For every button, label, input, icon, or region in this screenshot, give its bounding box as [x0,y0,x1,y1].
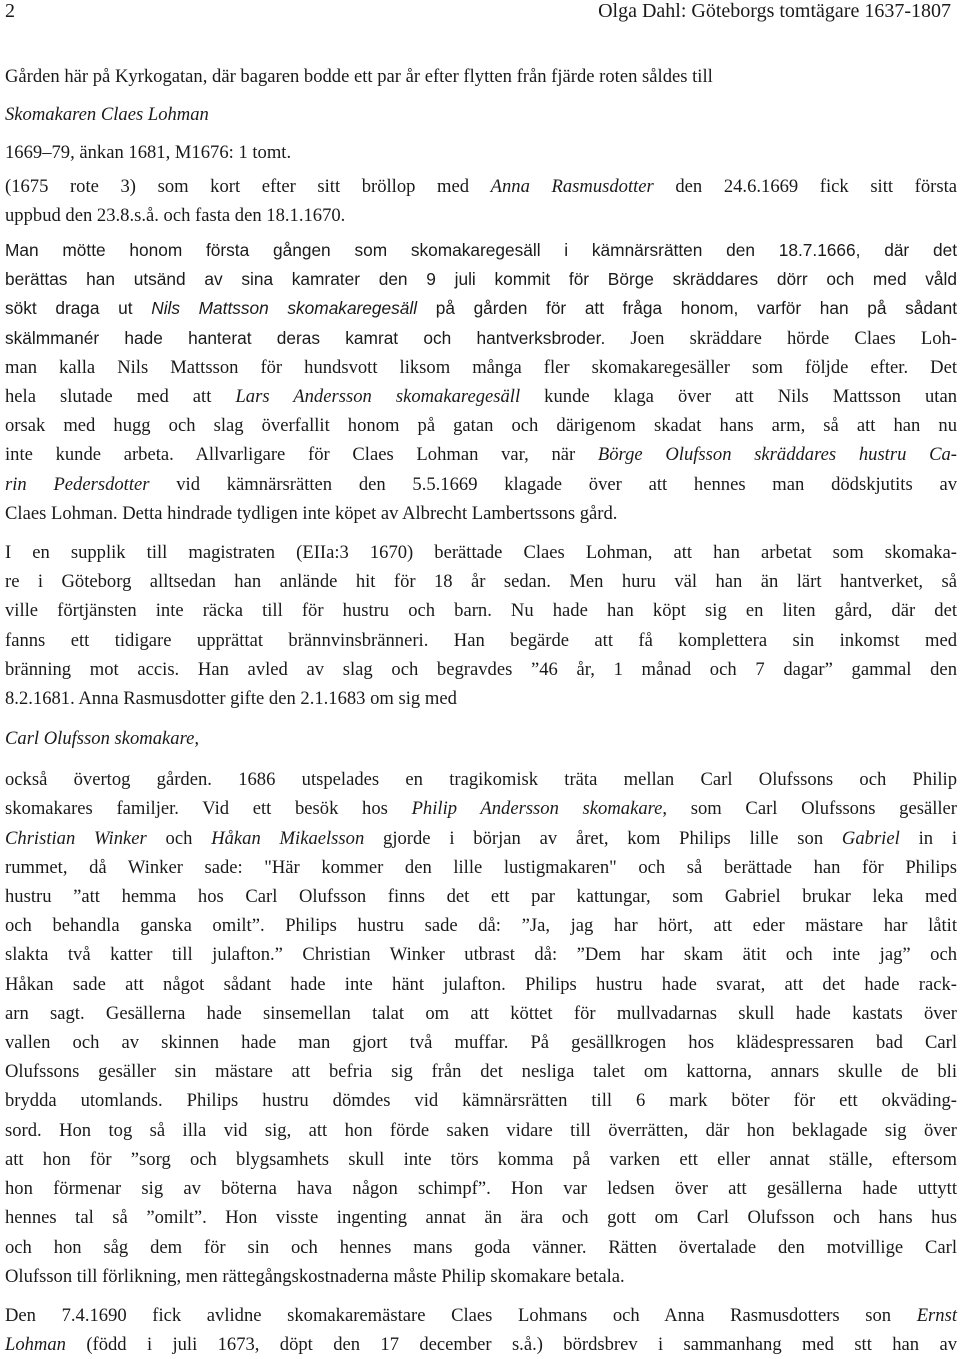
person-name: Philip Andersson skomakare [411,798,663,820]
text-line: fanns ett tidigare upprättat brännvinsbränneri. Han begärde att få komplettera sin inkomst med [5,629,957,651]
text-line: rummet, då Winker sade: "Här kommer den lille lustigmakaren" och så berättade han för Philips [5,856,957,878]
text-line: hustru ”att hemma hos Carl Olufsson finns det ett par kattungar, som Gabriel brukar leka med [5,886,957,908]
page-header [5,0,957,26]
text-run: den 24.6.1669 fick sitt första [653,176,957,197]
text-line [5,324,957,353]
text-run: sökt draga ut [5,298,152,319]
intro-line: Gården här på Kyrkogatan, där bagaren bodde ett par år efter flytten från fjärde roten såldes till [5,66,713,87]
text-line: I en supplik till magistraten (EIIa:3 1670) berättade Claes Lohman, att han arbetat som skomaka- [5,542,957,564]
text-line: re i Göteborg alltsedan han anlände hit för 18 år sedan. Men huru väl han än lärt hantverket, så [5,571,957,593]
new-owner-name: Carl Olufsson skomakare, [5,728,200,750]
intro-paragraph [5,58,957,230]
text-line [5,824,957,853]
text-run: inte kunde arbeta. Allvarligare för Claes Lohman var, när [5,444,598,466]
person-name: Christian Winker [5,827,147,849]
text-line: arn sagt. Gesällerna hade sinsemellan talat om att köttet för mullvadarnas skull hade kastats över [5,1002,957,1024]
person-name: Ernst [916,1304,957,1326]
document-page [5,0,957,1359]
text-run: Joen skräddare hörde Claes Loh- [605,327,957,349]
text-line: Håkan sade att något sådant hade inte hänt julafton. Philips hustru hade svarat, att det hade rack- [5,973,957,995]
paragraph-bordsbrev [5,1301,957,1359]
text-run: på gården för att fråga honom, varför han på sådant [417,298,957,319]
paragraph-kattungar [5,765,957,1291]
text-line [5,1330,957,1359]
text-run: och [146,827,212,849]
text-line: bränning mot accis. Han avled av slag och begravdes ”46 år, 1 månad och 7 dagar” gammal den [5,658,957,680]
text-run: skälmmanér hade hanterat deras kamrat och hantverksbroder. [5,327,606,348]
owner-name-text: Skomakaren Claes Lohman [5,104,209,125]
text-line: Claes Lohman. Detta hindrade tydligen inte köpet av Albrecht Lambertssons gård. [5,502,618,524]
text-line: slakta två katter till julafton.” Christian Winker utbrast då: ”Dem har skam ätit och inte jag” och [5,944,957,966]
text-run: gjorde i början av året, kom Philips lille son [364,827,842,849]
text-line: sord. Hon tog så illa vid sig, att hon förde saken vidare till överrätten, där hon beklagade sig över [5,1119,957,1141]
intro-line [5,172,957,201]
text-run: kunde klaga över att Nils Mattsson utan [520,386,958,408]
paragraph-kamnarsratten [5,236,957,528]
intro-line: uppbud den 23.8.s.å. och fasta den 18.1.1670. [5,205,346,226]
text-line: vallen och av skinnen hade man gjort två muffar. På gesällkrogen hos klädespressaren bad Carl [5,1032,957,1054]
person-name: Lohman [5,1334,66,1356]
text-run: skomakares familjer. Vid ett besök hos [5,798,412,820]
text-line: hon förmenar sig av böterna hava någon schimpf”. Hon var ledsen över att gesällerna hade uttytt [5,1178,957,1200]
text-run: (född i juli 1673, döpt den 17 december s.å.) bördsbrev i sammanhang med stt han av [65,1334,957,1356]
text-run: Den 7.4.1690 fick avlidne skomakaremästare Claes Lohmans och Anna Rasmusdotters son [5,1304,917,1326]
text-line: ville förtjänsten inte räcka till för hustru och barn. Nu hade han köpt sig en liten gård, där det [5,600,957,622]
text-run: , som Carl Olufssons gesäller [662,798,958,820]
text-line: och behandla ganska omilt”. Philips hustru sade då: ”Ja, jag har hört, att eder mästare har låtit [5,915,957,937]
text-line: man kalla Nils Mattsson för hundsvott liksom många fler skomakaregesäller som följde efter. Det [5,356,957,378]
running-title: Olga Dahl: Göteborgs tomtägare 1637-1807 [598,0,951,22]
person-name: Börge Olufsson skräddares hustru Ca- [597,444,957,466]
text-run: (1675 rote 3) som kort efter sitt bröllop med [5,176,491,197]
text-run: vid kämnärsrätten den 5.5.1669 klagade över att hennes man dödskjutits av [149,473,957,495]
text-line [5,1301,957,1330]
person-name: Nils Mattsson skomakaregesäll [151,298,418,319]
owner-name [5,96,957,134]
text-line: orsak med hugg och slag överfallit honom på gatan och därigenom skadat hans arm, så att han nu [5,415,957,437]
text-line: Olufsson till förlikning, men rättegångskostnaderna måste Philip skomakare betala. [5,1265,625,1287]
text-run: in i [899,827,957,849]
page-number: 2 [5,0,15,22]
text-line: och hon såg dem för sin och hennes mans goda vänner. Rätten övertalade den motvillige Carl [5,1236,957,1258]
text-line: också övertog gården. 1686 utspelades en tragikomisk träta mellan Carl Olufssons och Philip [5,769,957,791]
text-line: att hon för ”sorg och blygsamhets skull inte törs komma på varken ett eller annat ställe, eftersom [5,1148,957,1170]
text-line [5,382,957,411]
person-name: Lars Andersson skomakaregesäll [235,386,521,408]
text-run: hela slutade med att [5,386,236,408]
text-line: hennes tal så ”omilt”. Hon visste ingenting annat än ära och gott om Carl Olufsson och hans hus [5,1207,957,1229]
text-line: brydda utomlands. Philips hustru dömdes vid kämnärsrätten till 6 mark böter för ett okväding- [5,1090,957,1112]
text-line [5,794,957,823]
person-name: rin Pedersdotter [5,473,150,495]
text-line [5,294,957,323]
text-line: berättas han utsänd av sina kamrater den 9 juli kommit för Börge skräddares dörr och med våld [5,269,957,290]
text-line [5,470,957,499]
text-line: Olufssons gesäller sin mästare att befria sig från det nesliga talet om kattorna, annars skulle de bli [5,1061,957,1083]
owner-dates: 1669–79, änkan 1681, M1676: 1 tomt. [5,142,292,163]
person-name: Håkan Mikaelsson [211,827,365,849]
person-name: Gabriel [841,827,900,849]
text-line: Man mötte honom första gången som skomakaregesäll i kämnärsrätten den 18.7.1666, där det [5,240,957,260]
text-line [5,440,957,469]
text-line: 8.2.1681. Anna Rasmusdotter gifte den 2.1.1683 om sig med [5,688,457,710]
new-owner-heading [5,721,957,757]
paragraph-supplik [5,538,957,713]
person-name: Anna Rasmusdotter [490,176,654,197]
